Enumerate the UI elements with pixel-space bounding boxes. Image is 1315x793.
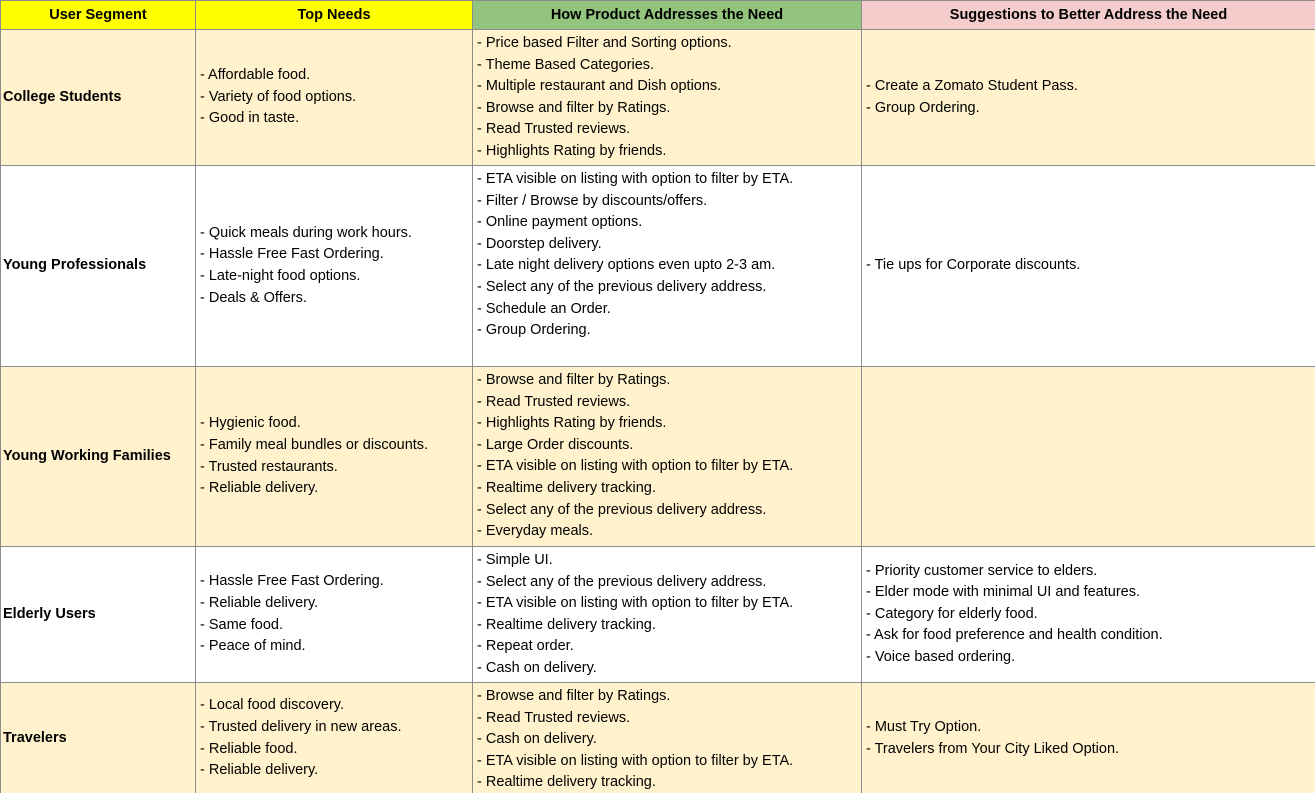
needs-item: - Variety of food options.: [200, 88, 357, 105]
addresses-item: - Realtime delivery tracking.: [477, 774, 656, 791]
addresses-item: - Browse and filter by Ratings.: [477, 688, 671, 704]
needs-item: - Affordable food.: [200, 67, 311, 84]
suggestions-item: - Priority customer service to elders.: [866, 562, 1098, 579]
addresses-cell: [473, 30, 862, 166]
suggestions-cell: [862, 367, 1315, 547]
header-suggestions: Suggestions to Better Address the Need: [862, 1, 1315, 30]
needs-item: - Reliable food.: [200, 740, 298, 757]
header-how-product-addresses: How Product Addresses the Need: [473, 1, 862, 30]
addresses-cell: [473, 166, 862, 367]
segment-cell: Young Professionals: [1, 166, 196, 367]
addresses-item: - Read Trusted reviews.: [477, 121, 631, 138]
addresses-item: - Doorstep delivery.: [477, 235, 602, 252]
suggestions-item: - Create a Zomato Student Pass.: [866, 77, 1078, 94]
addresses-item: - ETA visible on listing with option to filter by ETA.: [477, 595, 794, 612]
needs-item: - Trusted delivery in new areas.: [200, 718, 402, 735]
header-user-segment: User Segment: [1, 1, 196, 30]
addresses-item: - Highlights Rating by friends.: [477, 415, 667, 432]
addresses-item: - Schedule an Order.: [477, 300, 611, 317]
suggestions-cell: [862, 166, 1315, 367]
needs-item: - Hygienic food.: [200, 415, 301, 432]
needs-cell: [196, 166, 473, 367]
addresses-item: - Filter / Browse by discounts/offers.: [477, 192, 708, 209]
segment-cell: Elderly Users: [1, 547, 196, 683]
segment-cell: College Students: [1, 30, 196, 166]
addresses-item: - Price based Filter and Sorting options.: [477, 35, 732, 51]
needs-item: - Same food.: [200, 616, 284, 633]
needs-item: - Family meal bundles or discounts.: [200, 436, 429, 453]
table-row: [1, 367, 1315, 547]
needs-item: - Reliable delivery.: [200, 480, 319, 497]
addresses-cell: [473, 547, 862, 683]
segment-cell: Travelers: [1, 683, 196, 793]
suggestions-cell: [862, 683, 1315, 793]
header-top-needs: Top Needs: [196, 1, 473, 30]
suggestions-item: - Group Ordering.: [866, 99, 980, 116]
suggestions-item: - Category for elderly food.: [866, 605, 1038, 622]
addresses-item: - Browse and filter by Ratings.: [477, 372, 671, 388]
suggestions-item: - Tie ups for Corporate discounts.: [866, 257, 1081, 274]
addresses-item: - Highlights Rating by friends.: [477, 142, 667, 159]
suggestions-item: - Travelers from Your City Liked Option.: [866, 740, 1120, 757]
addresses-item: - ETA visible on listing with option to filter by ETA.: [477, 752, 794, 769]
needs-item: - Peace of mind.: [200, 638, 306, 655]
needs-item: - Deals & Offers.: [200, 289, 307, 306]
addresses-item: - Select any of the previous delivery address.: [477, 501, 767, 518]
addresses-item: - Group Ordering.: [477, 322, 591, 339]
header-row: [1, 1, 1315, 30]
addresses-item: - ETA visible on listing with option to filter by ETA.: [477, 171, 794, 187]
suggestions-item: - Voice based ordering.: [866, 648, 1016, 665]
table-row: [1, 166, 1315, 367]
addresses-item: - Select any of the previous delivery address.: [477, 573, 767, 590]
needs-cell: [196, 367, 473, 547]
needs-item: - Reliable delivery.: [200, 762, 319, 779]
needs-cell: [196, 683, 473, 793]
suggestions-cell: [862, 30, 1315, 166]
table-row: [1, 30, 1315, 166]
needs-item: - Good in taste.: [200, 110, 300, 127]
needs-cell: [196, 547, 473, 683]
addresses-item: - Everyday meals.: [477, 523, 594, 540]
table-row: [1, 547, 1315, 683]
needs-item: - Hassle Free Fast Ordering.: [200, 573, 384, 590]
suggestions-cell: [862, 547, 1315, 683]
suggestions-item: - Ask for food preference and health condition.: [866, 627, 1163, 644]
addresses-item: - Realtime delivery tracking.: [477, 479, 656, 496]
addresses-item: - Late night delivery options even upto 2-3 am.: [477, 257, 776, 274]
addresses-cell: [473, 683, 862, 793]
suggestions-item: - Elder mode with minimal UI and features.: [866, 584, 1140, 601]
addresses-item: - Browse and filter by Ratings.: [477, 99, 671, 116]
needs-item: - Late-night food options.: [200, 268, 361, 284]
needs-item: - Reliable delivery.: [200, 594, 319, 611]
addresses-item: - Multiple restaurant and Dish options.: [477, 78, 722, 95]
addresses-item: - Read Trusted reviews.: [477, 393, 631, 410]
addresses-item: - Simple UI.: [477, 552, 553, 568]
addresses-item: - Read Trusted reviews.: [477, 709, 631, 726]
needs-item: - Hassle Free Fast Ordering.: [200, 246, 384, 263]
needs-item: - Trusted restaurants.: [200, 458, 338, 475]
needs-item: - Quick meals during work hours.: [200, 224, 412, 241]
suggestions-item: - Must Try Option.: [866, 718, 982, 735]
needs-cell: [196, 30, 473, 166]
addresses-item: - Large Order discounts.: [477, 436, 634, 453]
addresses-item: - Cash on delivery.: [477, 659, 597, 676]
addresses-cell: [473, 367, 862, 547]
addresses-item: - ETA visible on listing with option to filter by ETA.: [477, 458, 794, 475]
table-row: [1, 683, 1315, 793]
addresses-item: - Repeat order.: [477, 638, 574, 655]
addresses-item: - Realtime delivery tracking.: [477, 616, 656, 633]
addresses-item: - Cash on delivery.: [477, 731, 597, 748]
addresses-item: - Select any of the previous delivery address.: [477, 278, 767, 295]
segment-cell: Young Working Families: [1, 367, 196, 547]
needs-item: - Local food discovery.: [200, 697, 344, 714]
addresses-item: - Online payment options.: [477, 214, 643, 231]
addresses-item: - Theme Based Categories.: [477, 56, 655, 73]
